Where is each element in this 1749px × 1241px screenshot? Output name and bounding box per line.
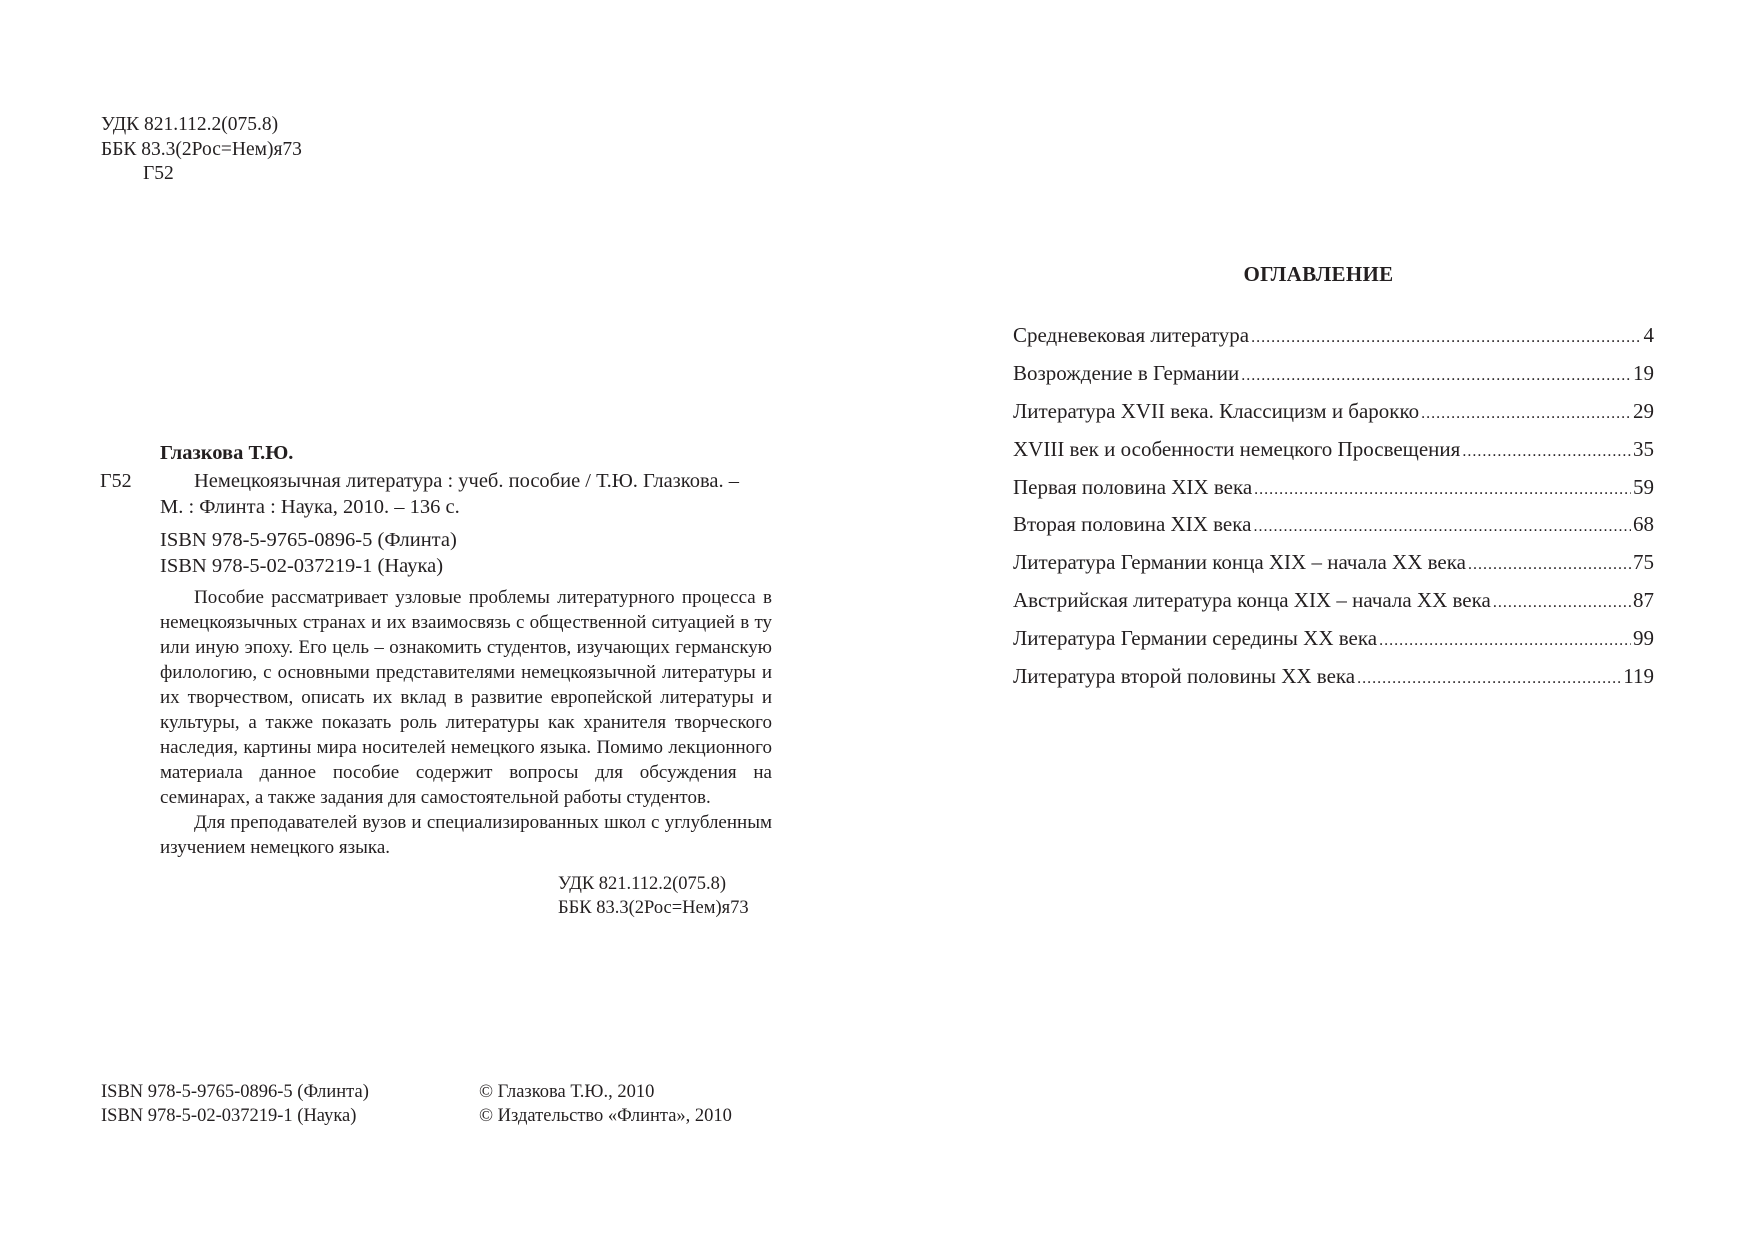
- copyright-publisher: © Издательство «Флинта», 2010: [479, 1106, 732, 1126]
- catalog-entry: [100, 440, 772, 920]
- toc-entry: [1013, 664, 1654, 702]
- toc-heading: ОГЛАВЛЕНИЕ: [1243, 262, 1394, 286]
- toc-dot-leader: [1254, 481, 1631, 499]
- author-sign: Г52: [143, 163, 174, 184]
- udk-code: УДК 821.112.2(075.8): [101, 114, 279, 135]
- toc-entry-page: 4: [1643, 323, 1654, 347]
- isbn-block-bottom: [101, 1080, 369, 1128]
- annotation-paragraph-1: Пособие рассматривает узловые проблемы литературного процесса в немецкоязычных странах и их взаимосвязь с общественной ситуацией в ту или иную эпоху. Его цель – ознакомить студентов, изучающих германскую филологию, с основными представителями немецкоязычной литературы и их творчеством, описать их вклад в развитие европейской литературы и культуры, а также показать роль литературы как хранителя творческого наследия, картины мира носителей немецкого языка. Помимо лекционного материала данное пособие содержит вопросы для обсуждения на семинарах, а также задания для самостоятельной работы студентов.: [160, 587, 772, 808]
- toc-entry: [1013, 437, 1654, 475]
- toc-entry-page: 19: [1633, 360, 1654, 385]
- toc-dot-leader: [1253, 518, 1631, 536]
- toc-entry: [1013, 361, 1654, 399]
- toc-entry: [1013, 512, 1654, 550]
- toc-entry-title: Литература Германии середины XX века: [1013, 626, 1378, 651]
- author-name: Глазкова Т.Ю.: [160, 442, 294, 464]
- toc-entry-title: Литература Германии конца XIX – начала XX века: [1013, 550, 1466, 575]
- author-sign-margin: Г52: [100, 470, 132, 492]
- toc-entry-title: Вторая половина XIX века: [1013, 512, 1252, 537]
- toc-entry-page: 75: [1633, 550, 1654, 575]
- toc-entry: [1013, 475, 1654, 513]
- toc-entry: [1013, 588, 1654, 626]
- toc-entry-title: Литература XVII века. Классицизм и барокко: [1013, 398, 1420, 423]
- toc-entry-title: XVIII век и особенности немецкого Просвещения: [1013, 436, 1461, 461]
- toc-entry: [1013, 323, 1654, 361]
- right-page: [874, 0, 1749, 1241]
- toc-dot-leader: [1251, 329, 1641, 347]
- isbn-nauka: ISBN 978-5-02-037219-1 (Наука): [101, 1106, 357, 1126]
- bibliographic-line-2: М. : Флинта : Наука, 2010. – 136 с.: [160, 496, 460, 518]
- toc-entry-page: 29: [1633, 398, 1654, 423]
- toc-entry: [1013, 626, 1654, 664]
- toc-dot-leader: [1357, 670, 1621, 688]
- toc-entry-title: Первая половина XIX века: [1013, 474, 1253, 499]
- toc-dot-leader: [1241, 367, 1631, 385]
- toc-dot-leader: [1493, 594, 1631, 612]
- toc-entry-page: 59: [1633, 474, 1654, 499]
- classification-block-top: [101, 113, 302, 187]
- copyright-block: [479, 1080, 732, 1128]
- classification-block-entry: [558, 872, 772, 920]
- toc-entry: [1013, 550, 1654, 588]
- isbn-nauka: ISBN 978-5-02-037219-1 (Наука): [160, 555, 444, 577]
- toc-dot-leader: [1468, 556, 1631, 574]
- isbn-flinta: ISBN 978-5-9765-0896-5 (Флинта): [101, 1082, 369, 1102]
- entry-isbn-block: [160, 527, 772, 579]
- toc-entry: [1013, 399, 1654, 437]
- copyright-author: © Глазкова Т.Ю., 2010: [479, 1082, 655, 1102]
- toc-entry-page: 35: [1633, 436, 1654, 461]
- toc-entry-title: Литература второй половины XX века: [1013, 664, 1356, 689]
- toc-entry-title: Австрийская литература конца XIX – начала XX века: [1013, 588, 1491, 613]
- annotation: [160, 585, 772, 860]
- toc-entry-page: 68: [1633, 512, 1654, 537]
- toc-dot-leader: [1462, 443, 1631, 461]
- toc-entry-page: 99: [1633, 626, 1654, 651]
- left-page: [0, 0, 874, 1241]
- table-of-contents: [1013, 323, 1654, 702]
- toc-entry-title: Средневековая литература: [1013, 323, 1250, 347]
- toc-entry-page: 87: [1633, 588, 1654, 613]
- toc-entry-title: Возрождение в Германии: [1013, 360, 1240, 385]
- bbk-code: ББК 83.3(2Рос=Нем)я73: [101, 138, 302, 160]
- isbn-flinta: ISBN 978-5-9765-0896-5 (Флинта): [160, 529, 457, 551]
- udk-code: УДК 821.112.2(075.8): [558, 874, 727, 894]
- toc-dot-leader: [1379, 632, 1631, 650]
- bibliographic-line-1: Немецкоязычная литература : учеб. пособие / Т.Ю. Глазкова. –: [194, 470, 739, 492]
- toc-dot-leader: [1421, 405, 1631, 423]
- toc-entry-page: 119: [1623, 664, 1654, 689]
- annotation-paragraph-2: Для преподавателей вузов и специализированных школ с углубленным изучением немецкого языка.: [160, 812, 772, 858]
- bbk-code: ББК 83.3(2Рос=Нем)я73: [558, 898, 749, 918]
- bibliographic-description: [160, 468, 772, 520]
